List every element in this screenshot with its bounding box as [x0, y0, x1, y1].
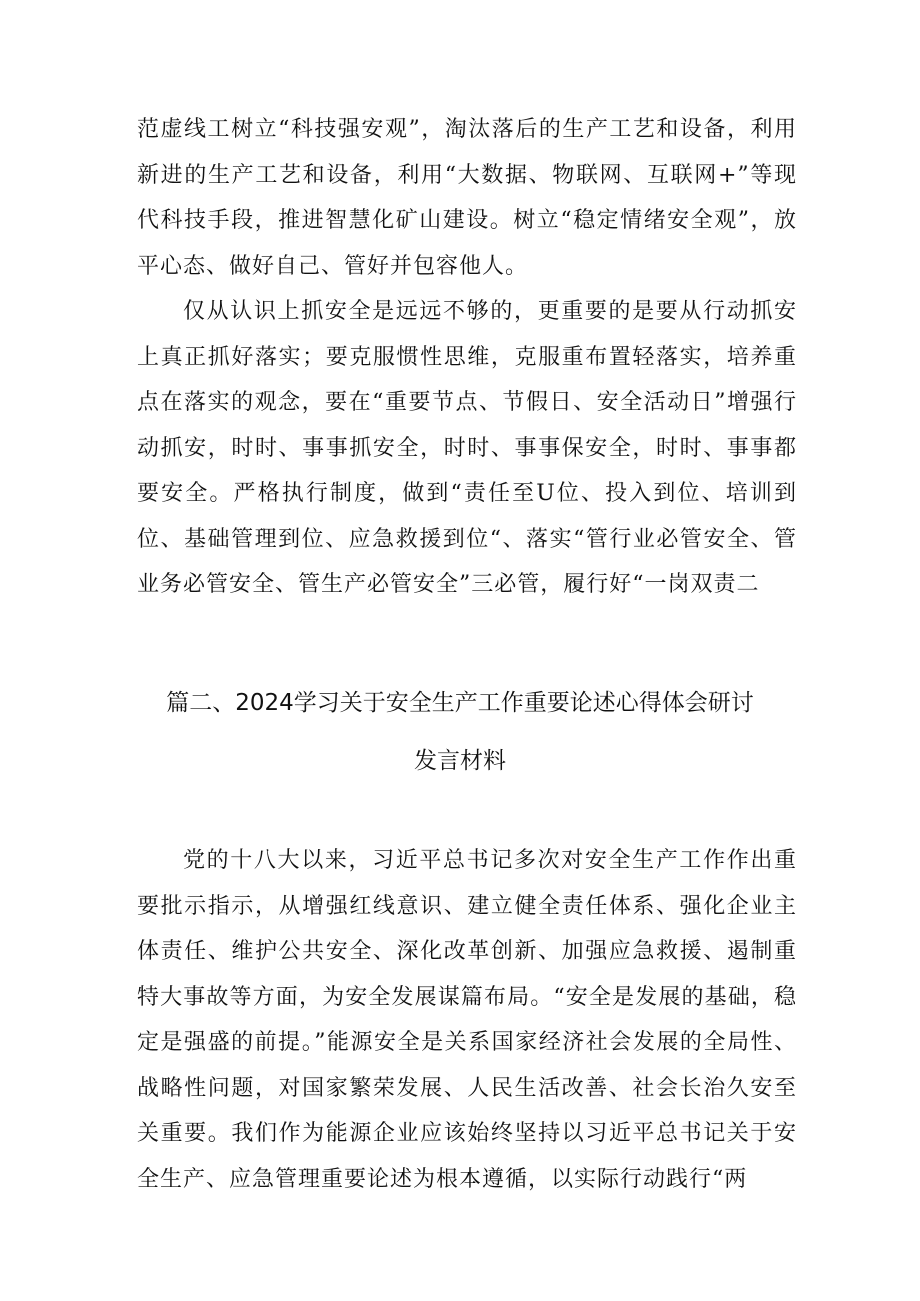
- paragraph-2: 仅从认识上抓安全是远远不够的，更重要的是要从行动抓安上真正抓好落实；要克服惯性思维，克服重布置轻落实，培养重点在落实的观念，要在“重要节点、节假日、安全活动日”增强行动抓安，时时、事事抓安全，时时、事事保安全，时时、事事都要安全。严格执行制度，做到“责任至U位、投入到位、培训到位、基础管理到位、应急救援到位“、落实“管行业必管安全、管业务必管安全、管生产必管安全”三必管，履行好“一岗双责二: [137, 299, 797, 597]
- paragraph-1: 范虚线工树立“科技强安观”，淘汰落后的生产工艺和设备，利用新进的生产工艺和设备，利用“大数据、物联网、互联网+”等现代科技手段，推进智慧化矿山建设。树立“稳定情绪安全观”，放平心态、做好自己、管好并包容他人。: [137, 117, 797, 279]
- section-heading-line-2: 发言材料: [414, 748, 506, 774]
- paragraph-3: 党的十八大以来，习近平总书记多次对安全生产工作作出重要批示指示，从增强红线意识、建立健全责任体系、强化企业主体责任、维护公共安全、深化改革创新、加强应急救援、遏制重特大事故等方面，为安全发展谋篇布局。“安全是发展的基础，稳定是强盛的前提。”能源安全是关系国家经济社会发展的全局性、战略性问题，对国家繁荣发展、人民生活改善、社会长治久安至关重要。我们作为能源企业应该始终坚持以习近平总书记关于安全生产、应急管理重要论述为根本遵循，以实际行动践行“两: [137, 848, 797, 1192]
- section-heading-line-1: 篇二、2024学习关于安全生产工作重要论述心得体会研讨: [166, 690, 754, 716]
